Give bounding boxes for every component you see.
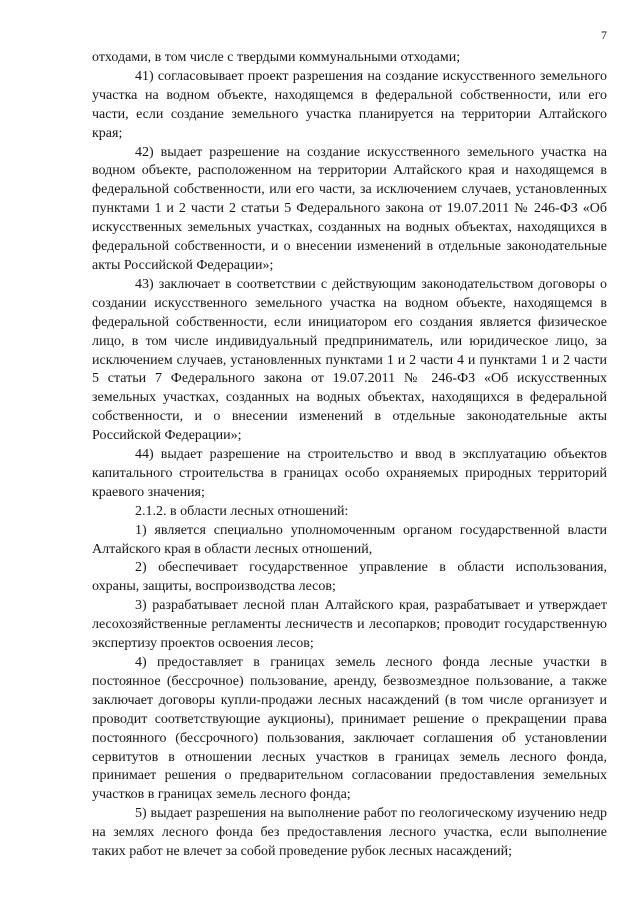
paragraph-waste-continuation: отходами, в том числе с твердыми коммунальными отходами;	[92, 50, 461, 65]
paragraph-item-43: 43) заключает в соответствии с действующим законодательством договоры о создании искусственного земельного участка на водном объекте, находящемся в федеральной собственности, если инициатором его создания является физическое лицо, в том числе индивидуальный предприниматель, или юридическое лицо, за исключением случаев, установленных пунктами 1 и 2 части 4 и пунктами 1 и 2 части 5 статьи 7 Федерального закона от 19.07.2011 № 246-ФЗ «Об искусственных земельных участках, созданных на водных объектах, находящихся в федеральной собственности, и о внесении изменений в отдельные законодательные акты Российской Федерации»;	[92, 276, 607, 444]
section-heading-forest-relations: 2.1.2. в области лесных отношений:	[135, 503, 349, 519]
paragraph-item-41: 41) согласовывает проект разрешения на создание искусственного земельного участка на водном объекте, находящемся в федеральной собственности, или его части, если создание земельного участка планируется на территории Алтайского края;	[92, 68, 607, 141]
paragraph-item-44: 44) выдает разрешение на строительство и ввод в эксплуатацию объектов капитального строительства в границах особо охраняемых природных территорий краевого значения;	[92, 447, 607, 500]
page-number: 7	[601, 28, 607, 42]
paragraph-forest-item-4: 4) предоставляет в границах земель лесного фонда лесные участки в постоянное (бессрочное) пользование, аренду, безвозмездное пользование, а также заключает договоры купли-продажи лесных насаждений (в том числе организует и проводит соответствующие аукционы), принимает решение о прекращении права постоянного (бессрочного) пользования, заключает соглашения об установлении сервитутов в отношении лесных участков в границах земель лесного фонда, принимает решения о предварительном согласовании предоставления земельных участков в границах земель лесного фонда;	[92, 655, 607, 803]
document-body	[92, 49, 607, 862]
paragraph-forest-item-2: 2) обеспечивает государственное управление в области использования, охраны, защиты, воспроизводства лесов;	[92, 560, 607, 595]
paragraph-item-42: 42) выдает разрешение на создание искусственного земельного участка на водном объекте, расположенном на территории Алтайского края и находящемся в федеральной собственности, или его части, за исключением случаев, установленных пунктами 1 и 2 части 2 статьи 5 Федерального закона от 19.07.2011 № 246-ФЗ «Об искусственных земельных участках, созданных на водных объектах, находящихся в федеральной собственности, и о внесении изменений в отдельные законодательные акты Российской Федерации»;	[92, 144, 607, 273]
paragraph-forest-item-1: 1) является специально уполномоченным органом государственной власти Алтайского края в области лесных отношений,	[92, 522, 607, 557]
paragraph-forest-item-3: 3) разрабатывает лесной план Алтайского края, разрабатывает и утверждает лесохозяйственные регламенты лесничеств и лесопарков; проводит государственную экспертизу проектов освоения лесов;	[92, 598, 607, 652]
paragraph-forest-item-5: 5) выдает разрешения на выполнение работ по геологическому изучению недр на землях лесного фонда без предоставления лесного участка, если выполнение таких работ не влечет за собой проведение рубок лесных насаждений;	[92, 806, 607, 860]
